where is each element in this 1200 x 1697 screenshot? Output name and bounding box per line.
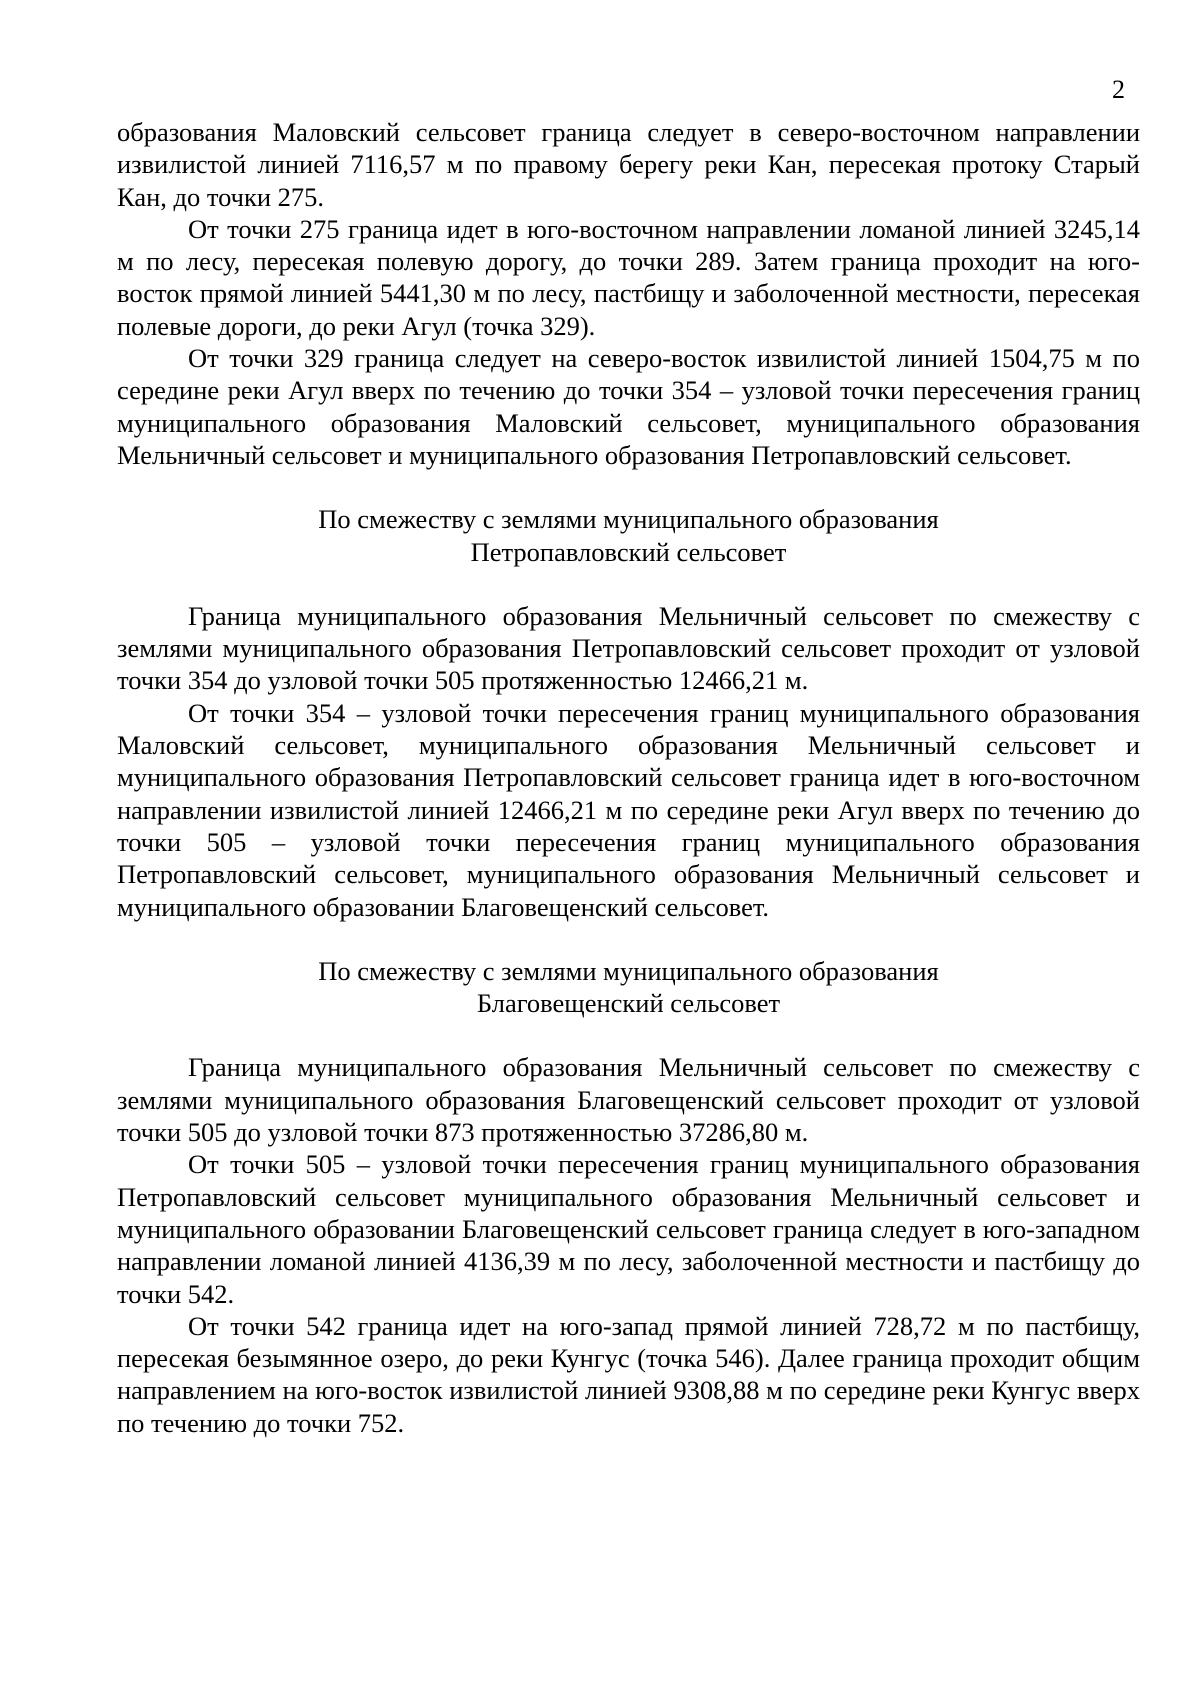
section-heading-blagoveshchensky: [117, 955, 1140, 1020]
paragraph-point-329: От точки 329 граница следует на северо-восток извилистой линией 1504,75 м по середине реки Агул вверх по течению до точки 354 – узловой точки пересечения границ муниципального образования Маловский сельсовет, муниципального образования Мельничный сельсовет и муниципального образования Петропавловский сельсовет.: [117, 343, 1140, 470]
section-heading-line: Петропавловский сельсовет: [470, 536, 787, 567]
document-body: [117, 116, 1140, 1439]
section-heading-petropavlovsky: [117, 503, 1140, 568]
section-heading-line: По смежеству с землями муниципального образования: [318, 955, 939, 986]
paragraph-blagoveshchensky-summary: Граница муниципального образования Мельничный сельсовет по смежеству с землями муниципального образования Благовещенский сельсовет проходит от узловой точки 505 до узловой точки 873 протяженностью 37286,80 м.: [117, 1052, 1140, 1148]
paragraph-continuation: образования Маловский сельсовет граница следует в северо-восточном направлении извилистой линией 7116,57 м по правому берегу реки Кан, пересекая протоку Старый Кан, до точки 275.: [117, 117, 1140, 212]
paragraph-point-505: От точки 505 – узловой точки пересечения границ муниципального образования Петропавловский сельсовет муниципального образования Мельничный сельсовет и муниципального образовании Благовещенский сельсовет граница следует в юго-западном направлении ломаной линией 4136,39 м по лесу, заболоченной местности и пастбищу до точки 542.: [117, 1149, 1140, 1309]
paragraph-point-542: От точки 542 граница идет на юго-запад прямой линией 728,72 м по пастбищу, пересекая безымянное озеро, до реки Кунгус (точка 546). Далее граница проходит общим направлением на юго-восток извилистой линией 9308,88 м по середине реки Кунгус вверх по течению до точки 752.: [117, 1310, 1140, 1438]
section-heading-line: Благовещенский сельсовет: [476, 988, 781, 1019]
section-heading-line: По смежеству с землями муниципального образования: [318, 504, 939, 535]
page-number: 2: [1112, 75, 1125, 104]
paragraph-point-275: От точки 275 граница идет в юго-восточном направлении ломаной линией 3245,14 м по лесу, пересекая полевую дорогу, до точки 289. Затем граница проходит на юго-восток прямой линией 5441,30 м по лесу, пастбищу и заболоченной местности, пересекая полевые дороги, до реки Агул (точка 329).: [117, 213, 1140, 341]
paragraph-petropavlovsky-summary: Граница муниципального образования Мельничный сельсовет по смежеству с землями муниципального образования Петропавловский сельсовет проходит от узловой точки 354 до узловой точки 505 протяженностью 12466,21 м.: [117, 600, 1140, 696]
paragraph-point-354: От точки 354 – узловой точки пересечения границ муниципального образования Маловский сельсовет, муниципального образования Мельничный сельсовет и муниципального образования Петропавловский сельсовет граница идет в юго-восточном направлении извилистой линией 12466,21 м по середине реки Агул вверх по течению до точки 505 – узловой точки пересечения границ муниципального образования Петропавловский сельсовет, муниципального образования Мельничный сельсовет и муниципального образовании Благовещенский сельсовет.: [117, 697, 1140, 922]
